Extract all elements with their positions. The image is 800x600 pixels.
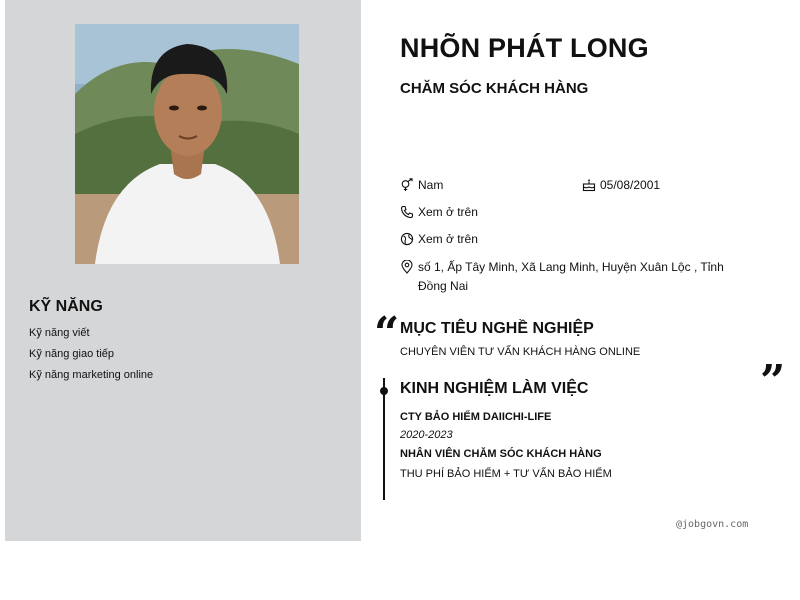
watermark: @jobgovn.com	[676, 519, 749, 530]
experience-description: THU PHÍ BẢO HIỂM + TƯ VẤN BẢO HIỂM	[400, 468, 612, 480]
gender-value: Nam	[418, 178, 444, 192]
gender-info	[400, 176, 443, 195]
timeline-line	[383, 378, 385, 500]
birthday-info	[582, 176, 660, 195]
timeline-dot	[380, 387, 388, 395]
phone-value: Xem ở trên	[418, 205, 478, 219]
objective-text: CHUYÊN VIÊN TƯ VẤN KHÁCH HÀNG ONLINE	[400, 346, 641, 358]
quote-close-icon: ”	[760, 356, 786, 407]
skill-item: Kỹ năng marketing online	[29, 369, 154, 381]
phone-info	[400, 203, 478, 222]
quote-open-icon: “	[374, 308, 400, 359]
phone-icon	[400, 205, 414, 219]
address-value: số 1, Ấp Tây Minh, Xã Lang Minh, Huyện Xuân Lộc , Tỉnh Đồng Nai	[418, 260, 724, 293]
skill-item: Kỹ năng viết	[29, 327, 90, 339]
experience-period: 2020-2023	[400, 429, 453, 441]
experience-title: KINH NGHIỆM LÀM VIỆC	[400, 380, 589, 397]
profile-photo	[75, 24, 299, 264]
skills-title: KỸ NĂNG	[29, 298, 103, 315]
website-info	[400, 230, 478, 249]
gender-icon	[400, 178, 414, 192]
job-title: CHĂM SÓC KHÁCH HÀNG	[400, 80, 589, 97]
map-pin-icon	[400, 260, 414, 274]
globe-icon	[400, 232, 414, 246]
experience-role: NHÂN VIÊN CHĂM SÓC KHÁCH HÀNG	[400, 448, 602, 460]
experience-company: CTY BẢO HIỂM DAIICHI-LIFE	[400, 411, 552, 423]
candidate-name: NHÕN PHÁT LONG	[400, 33, 649, 63]
address-info	[400, 258, 740, 296]
skills-list	[29, 326, 153, 389]
objective-title: MỤC TIÊU NGHỀ NGHIỆP	[400, 320, 594, 337]
skill-item: Kỹ năng giao tiếp	[29, 348, 115, 360]
birthday-value: 05/08/2001	[600, 178, 661, 192]
website-value: Xem ở trên	[418, 232, 478, 246]
cake-icon	[582, 178, 596, 192]
